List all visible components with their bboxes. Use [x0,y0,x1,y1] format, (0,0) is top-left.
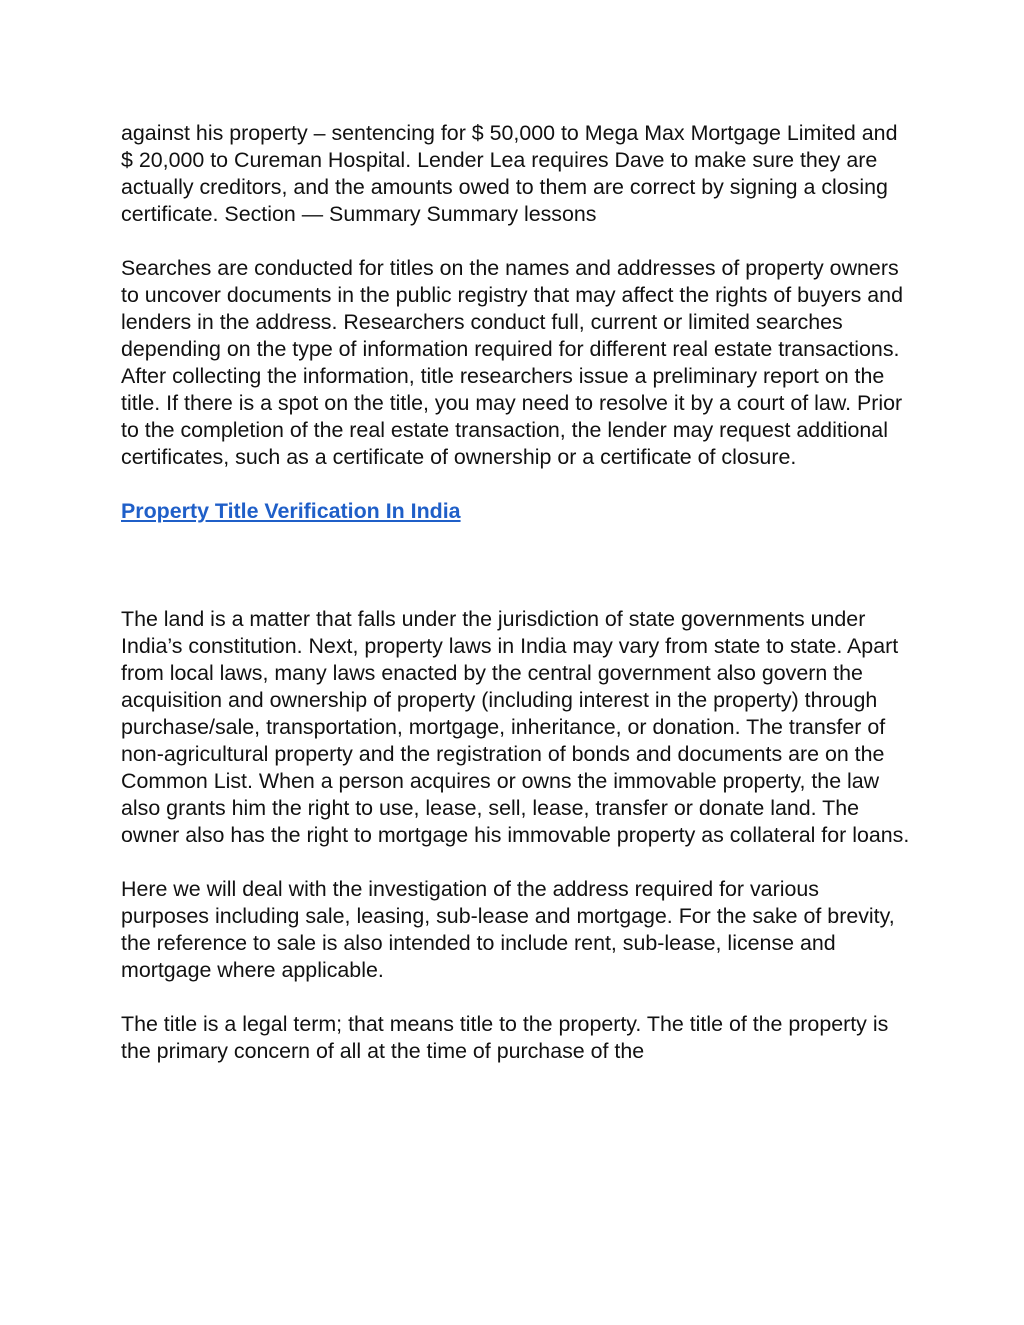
property-title-verification-link[interactable]: Property Title Verification In India [121,499,461,523]
section-heading [121,498,911,525]
paragraph-spacer [121,228,911,255]
paragraph-land-jurisdiction: The land is a matter that falls under the jurisdiction of state governments under India’s constitution. Next, property laws in India may vary from state to state. Apart from local laws, many laws enacted by the central government also govern the acquisition and ownership of property (including interest in the property) through purchase/sale, transportation, mortgage, inheritance, or donation. The transfer of non-agricultural property and the registration of bonds and documents are on the Common List. When a person acquires or owns the immovable property, the law also grants him the right to use, lease, sell, lease, transfer or donate land. The owner also has the right to mortgage his immovable property as collateral for loans. [121,607,910,847]
paragraph-spacer [121,471,911,498]
paragraph-spacer [121,849,911,876]
paragraph-spacer [121,984,911,1011]
paragraph-title-legal-term: The title is a legal term; that means title to the property. The title of the property is the primary concern of all at the time of purchase of the [121,1012,889,1063]
paragraph-creditors: against his property – sentencing for $ 50,000 to Mega Max Mortgage Limited and $ 20,000 to Cureman Hospital. Lender Lea requires Dave to make sure they are actually creditors, and the amounts owed to them are correct by signing a closing certificate. Section — Summary Summary lessons [121,121,898,226]
document-page [121,120,911,1065]
paragraph-investigation: Here we will deal with the investigation of the address required for various purposes including sale, leasing, sub-lease and mortgage. For the sake of brevity, the reference to sale is also intended to include rent, sub-lease, license and mortgage where applicable. [121,877,895,982]
paragraph-spacer [121,525,911,606]
paragraph-title-searches: Searches are conducted for titles on the names and addresses of property owners to uncover documents in the public registry that may affect the rights of buyers and lenders in the address. Researchers conduct full, current or limited searches depending on the type of information required for different real estate transactions. After collecting the information, title researchers issue a preliminary report on the title. If there is a spot on the title, you may need to resolve it by a court of law. Prior to the completion of the real estate transaction, the lender may request additional certificates, such as a certificate of ownership or a certificate of closure. [121,256,903,469]
